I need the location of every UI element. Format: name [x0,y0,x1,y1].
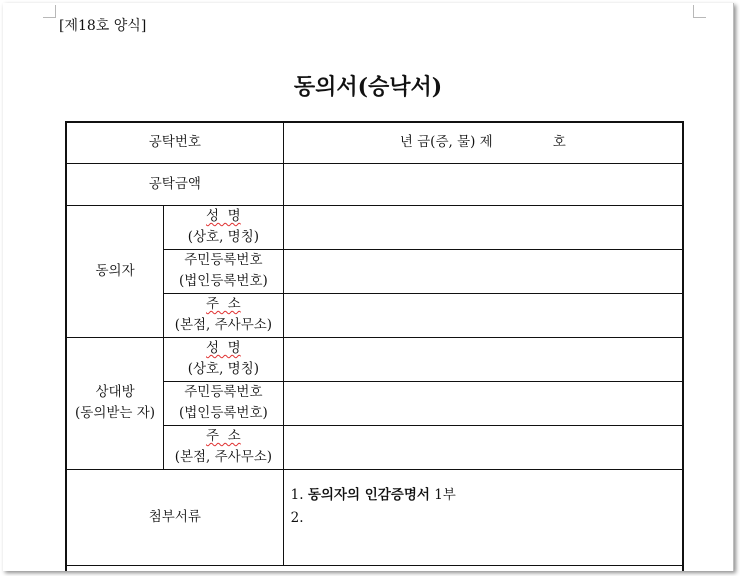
document-title: 동의서(승낙서) [293,74,443,100]
deposit-amount-label: 공탁금액 [66,163,283,205]
margin-corner-mark-left [43,5,56,18]
consenter-address-value[interactable] [283,293,683,337]
consenter-address-sub: (본점, 주사무소) [174,317,273,333]
consenter-name-value[interactable] [283,205,683,249]
attachments-value[interactable] [283,469,683,565]
consenter-name-label [164,205,284,249]
consenter-id-sub: (법인등록번호) [178,273,268,289]
attachment-item-1-text: 동의자의 인감증명서 [307,486,430,503]
counterparty-name-title: 성 명 [206,340,241,356]
consenter-address-title: 주 소 [206,296,241,312]
deposit-number-value[interactable]: 년 금(증, 물) 제 호 [283,122,683,163]
deposit-number-row [66,122,683,163]
consenter-name-row [66,205,683,249]
counterparty-address-sub: (본점, 주사무소) [174,449,273,465]
consenter-address-label [164,293,284,337]
counterparty-name-value[interactable] [283,337,683,381]
deposit-amount-row [66,163,683,205]
counterparty-name-row [66,337,683,381]
counterparty-address-label [164,425,284,469]
consenter-id-label [164,249,284,293]
deposit-number-label: 공탁번호 [66,122,283,163]
form-number: [제18호 양식] [59,18,147,34]
consent-form-table [65,121,684,571]
consenter-name-sub: (상호, 명칭) [187,229,260,245]
table-continuation-cell [66,565,683,571]
counterparty-name-sub: (상호, 명칭) [187,361,260,377]
attachment-item-2: 2. [290,509,304,526]
consenter-id-title: 주민등록번호 [184,252,263,268]
counterparty-id-value[interactable] [283,381,683,425]
table-continuation-row [66,565,683,571]
consenter-name-title: 성 명 [206,208,241,224]
attachment-item-1: 1. 동의자의 인감증명서 1부 [290,486,456,503]
counterparty-label [66,337,164,469]
consenter-label: 동의자 [66,205,164,337]
deposit-amount-value[interactable] [283,163,683,205]
counterparty-title: 상대방 [95,384,135,400]
attachments-label: 첨부서류 [66,469,283,565]
margin-corner-mark-right [693,5,706,18]
counterparty-sub: (동의받는 자) [75,405,156,421]
counterparty-address-title: 주 소 [206,428,241,444]
counterparty-id-sub: (법인등록번호) [178,405,268,421]
counterparty-id-title: 주민등록번호 [184,384,263,400]
document-page [3,3,734,571]
counterparty-name-label [164,337,284,381]
counterparty-id-label [164,381,284,425]
attachments-row [66,469,683,565]
consenter-id-value[interactable] [283,249,683,293]
attachment-item-1-qty: 1부 [434,486,456,503]
counterparty-address-value[interactable] [283,425,683,469]
